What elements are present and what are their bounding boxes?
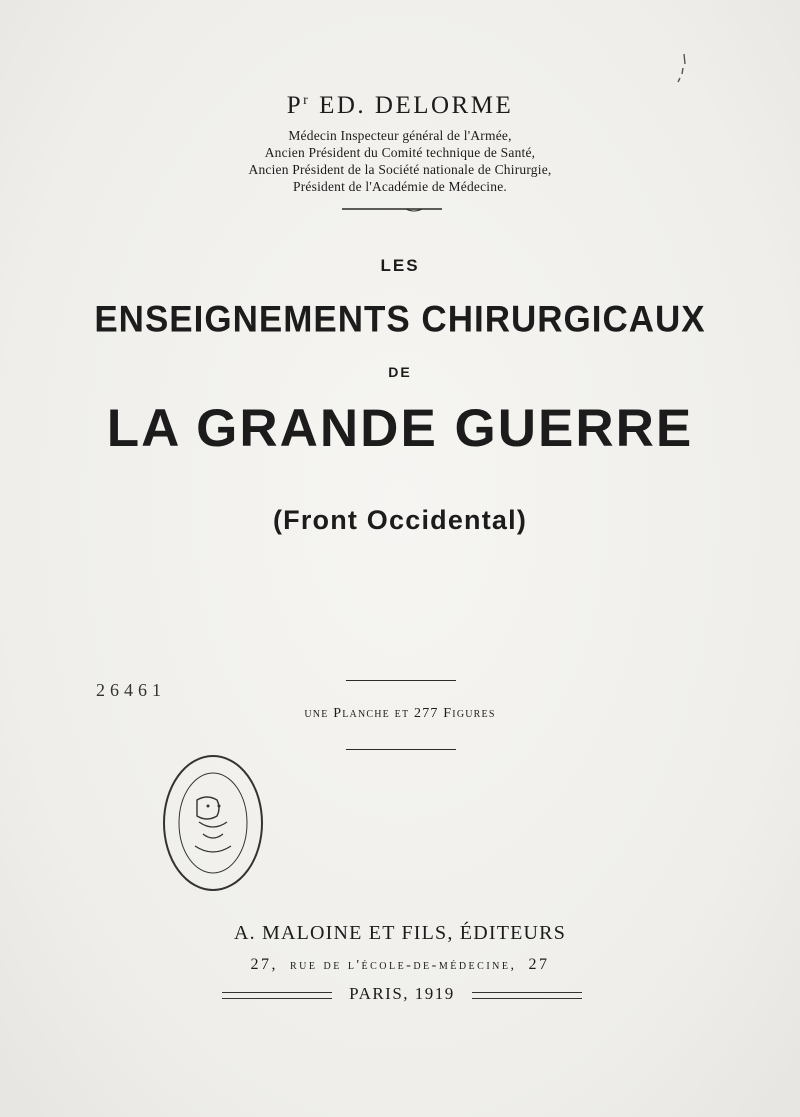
publisher-name: A. MALOINE ET FILS, ÉDITEURS — [233, 922, 567, 944]
credential-line: Ancien Président de la Société nationale de Chirurgie, — [248, 162, 552, 177]
shelfmark: 26461 — [96, 680, 166, 700]
credential-line: Président de l'Académie de Médecine. — [293, 179, 507, 194]
divider-upper — [346, 680, 456, 681]
author-name: $P^r$ ED. DELORME — [286, 92, 514, 119]
title-subtitle: (Front Occidental) — [272, 505, 528, 535]
credential-line: Ancien Président du Comité technique de Santé, — [264, 145, 536, 160]
ornamental-divider — [342, 204, 442, 214]
credential-line: Médecin Inspecteur général de l'Armée, — [288, 128, 512, 143]
figures-note: une Planche et 277 Figures — [304, 706, 496, 721]
title-de: DE — [388, 364, 412, 380]
double-rule-right — [472, 992, 582, 999]
title-big: LA GRANDE GUERRE — [106, 399, 694, 458]
publisher-address: 27, rue de l'école-de-médecine, 27 — [250, 956, 550, 973]
title-les: LES — [380, 256, 420, 275]
title-main: ENSEIGNEMENTS CHIRURGICAUX — [94, 299, 706, 340]
city-year-line — [222, 984, 582, 1008]
pencil-mark-icon — [676, 52, 690, 84]
city-year: PARIS, 1919 — [349, 984, 455, 1003]
author-credentials — [0, 127, 800, 195]
divider-lower — [346, 749, 456, 750]
library-stamp-icon — [161, 752, 265, 894]
